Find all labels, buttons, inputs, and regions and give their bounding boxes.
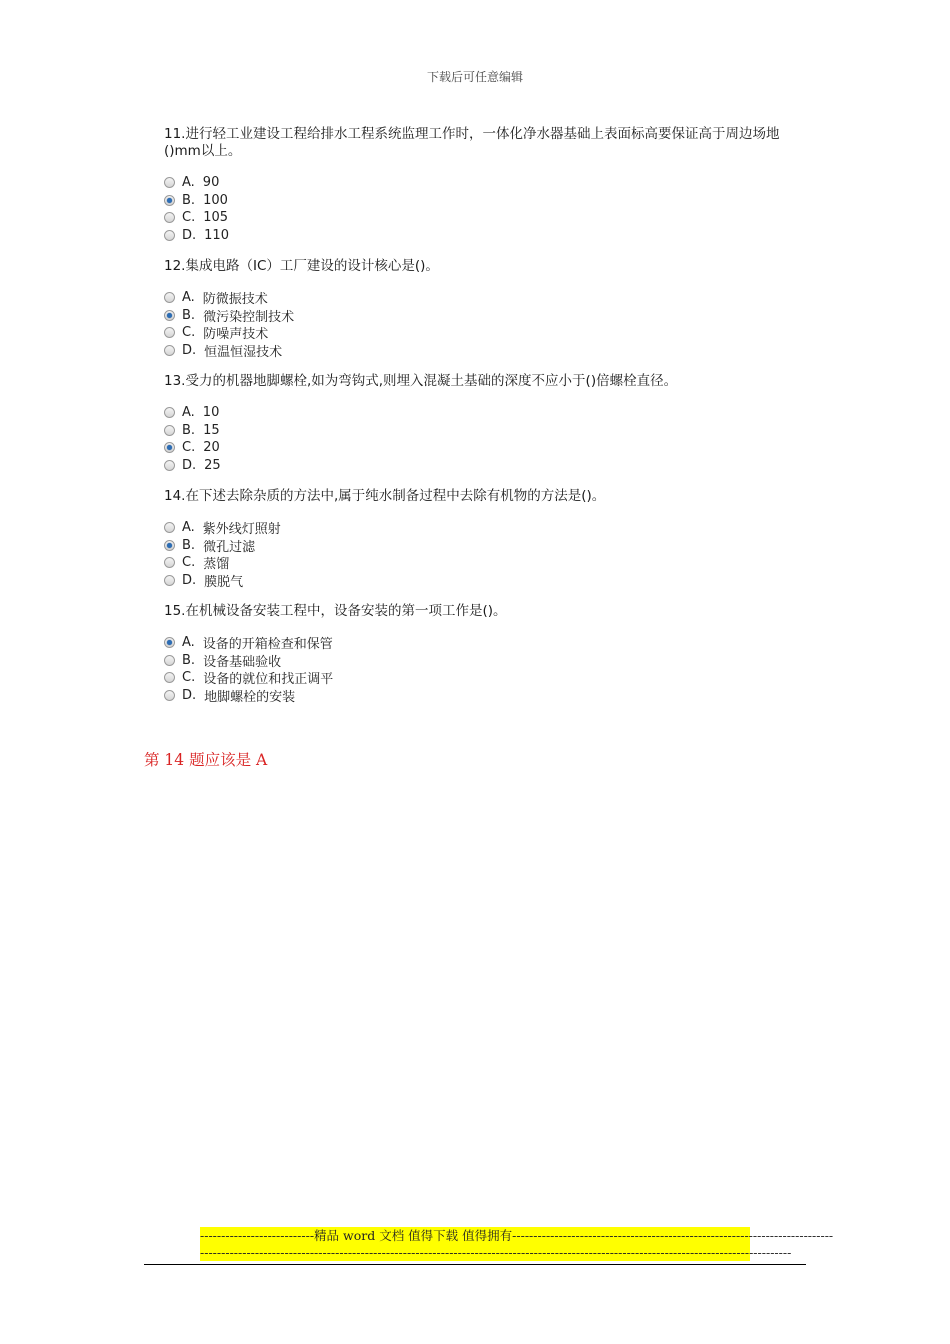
option-a[interactable] <box>164 519 804 537</box>
option-b[interactable] <box>164 537 804 555</box>
question-text: 12.集成电路（IC）工厂建设的设计核心是()。 <box>164 258 439 274</box>
option-letter: B. <box>182 192 196 208</box>
option-letter: A. <box>182 520 195 536</box>
radio-button[interactable] <box>164 177 175 188</box>
answer-correction-note: 第 14 题应该是 A <box>144 751 268 769</box>
radio-button[interactable] <box>164 575 175 586</box>
option-d[interactable] <box>164 457 804 475</box>
question-13 <box>164 373 804 474</box>
footer-divider <box>144 1264 806 1265</box>
footer-banner <box>200 1227 834 1261</box>
option-label: 蒸馏 <box>203 557 230 573</box>
option-c[interactable] <box>164 554 804 572</box>
option-letter: D. <box>182 227 197 243</box>
radio-button-selected[interactable] <box>164 310 175 321</box>
option-letter: B. <box>182 652 196 668</box>
question-11 <box>164 126 804 244</box>
radio-button[interactable] <box>164 407 175 418</box>
option-label: 紫外线灯照射 <box>202 522 281 538</box>
option-letter: D. <box>182 342 197 358</box>
option-label: 90 <box>202 175 220 191</box>
radio-button[interactable] <box>164 345 175 356</box>
footer-dashes-left: --------------------------- <box>200 1228 315 1243</box>
question-text: 14.在下述去除杂质的方法中,属于纯水制备过程中去除有机物的方法是()。 <box>164 488 606 504</box>
option-label: 膜脱气 <box>204 574 244 590</box>
radio-button[interactable] <box>164 522 175 533</box>
footer-line-1 <box>200 1227 834 1244</box>
option-letter: C. <box>182 670 196 686</box>
question-text: 13.受力的机器地脚螺栓,如为弯钩式,则埋入混凝土基础的深度不应小于()倍螺栓直径。 <box>164 373 678 389</box>
option-c[interactable] <box>164 439 804 457</box>
radio-button-selected[interactable] <box>164 540 175 551</box>
option-letter: C. <box>182 555 196 571</box>
option-letter: C. <box>182 440 196 456</box>
option-label: 设备的就位和找正调平 <box>203 672 334 688</box>
option-letter: A. <box>182 290 195 306</box>
option-letter: D. <box>182 687 197 703</box>
radio-button[interactable] <box>164 460 175 471</box>
option-d[interactable] <box>164 342 804 360</box>
option-c[interactable] <box>164 209 804 227</box>
option-d[interactable] <box>164 227 804 245</box>
question-text: 11.进行轻工业建设工程给排水工程系统监理工作时，一体化净水器基础上表面标高要保证高于周边场地()mm以上。 <box>164 126 780 159</box>
option-letter: C. <box>182 325 196 341</box>
radio-button-selected[interactable] <box>164 442 175 453</box>
option-d[interactable] <box>164 687 804 705</box>
radio-button[interactable] <box>164 327 175 338</box>
radio-button[interactable] <box>164 425 175 436</box>
page-header: 下载后可任意编辑 <box>426 70 523 84</box>
radio-button[interactable] <box>164 557 175 568</box>
option-label: 105 <box>203 210 229 226</box>
radio-button-selected[interactable] <box>164 195 175 206</box>
option-a[interactable] <box>164 289 804 307</box>
option-letter: D. <box>182 457 197 473</box>
radio-button[interactable] <box>164 230 175 241</box>
option-letter: C. <box>182 210 196 226</box>
option-label: 设备基础验收 <box>203 654 282 670</box>
option-c[interactable] <box>164 324 804 342</box>
option-label: 15 <box>203 422 220 438</box>
option-label: 地脚螺栓的安装 <box>204 689 296 705</box>
option-a[interactable] <box>164 404 804 422</box>
option-label: 10 <box>202 405 220 421</box>
option-a[interactable] <box>164 174 804 192</box>
quiz <box>164 126 804 718</box>
option-letter: A. <box>182 175 195 191</box>
option-letter: A. <box>182 405 195 421</box>
option-b[interactable] <box>164 192 804 210</box>
question-text: 15.在机械设备安装工程中，设备安装的第一项工作是()。 <box>164 603 507 619</box>
option-b[interactable] <box>164 307 804 325</box>
option-label: 20 <box>203 440 220 456</box>
radio-button[interactable] <box>164 292 175 303</box>
radio-button-selected[interactable] <box>164 637 175 648</box>
question-15 <box>164 603 804 704</box>
footer-dashes-right: ---------------------------------------------------------------------------- <box>512 1228 834 1243</box>
footer-line-2: -------------------------------------------------------------------------------------------------------------------------------------------- <box>200 1245 792 1260</box>
radio-button[interactable] <box>164 690 175 701</box>
option-b[interactable] <box>164 422 804 440</box>
option-b[interactable] <box>164 652 804 670</box>
option-a[interactable] <box>164 634 804 652</box>
option-letter: D. <box>182 572 197 588</box>
radio-button[interactable] <box>164 655 175 666</box>
option-label: 微孔过滤 <box>203 539 256 555</box>
option-letter: B. <box>182 307 196 323</box>
question-12 <box>164 258 804 359</box>
option-c[interactable] <box>164 669 804 687</box>
option-label: 防噪声技术 <box>203 327 269 343</box>
option-letter: B. <box>182 422 196 438</box>
option-label: 25 <box>204 457 221 473</box>
radio-button[interactable] <box>164 672 175 683</box>
option-label: 100 <box>203 192 228 208</box>
radio-button[interactable] <box>164 212 175 223</box>
option-label: 微污染控制技术 <box>203 309 295 325</box>
option-label: 设备的开箱检查和保管 <box>202 637 333 653</box>
option-label: 110 <box>204 227 229 243</box>
option-letter: B. <box>182 537 196 553</box>
option-letter: A. <box>182 635 195 651</box>
option-label: 恒温恒湿技术 <box>204 344 283 360</box>
footer-slogan: 精品 word 文档 值得下载 值得拥有 <box>314 1228 513 1243</box>
question-14 <box>164 488 804 589</box>
option-d[interactable] <box>164 572 804 590</box>
option-label: 防微振技术 <box>202 292 268 308</box>
